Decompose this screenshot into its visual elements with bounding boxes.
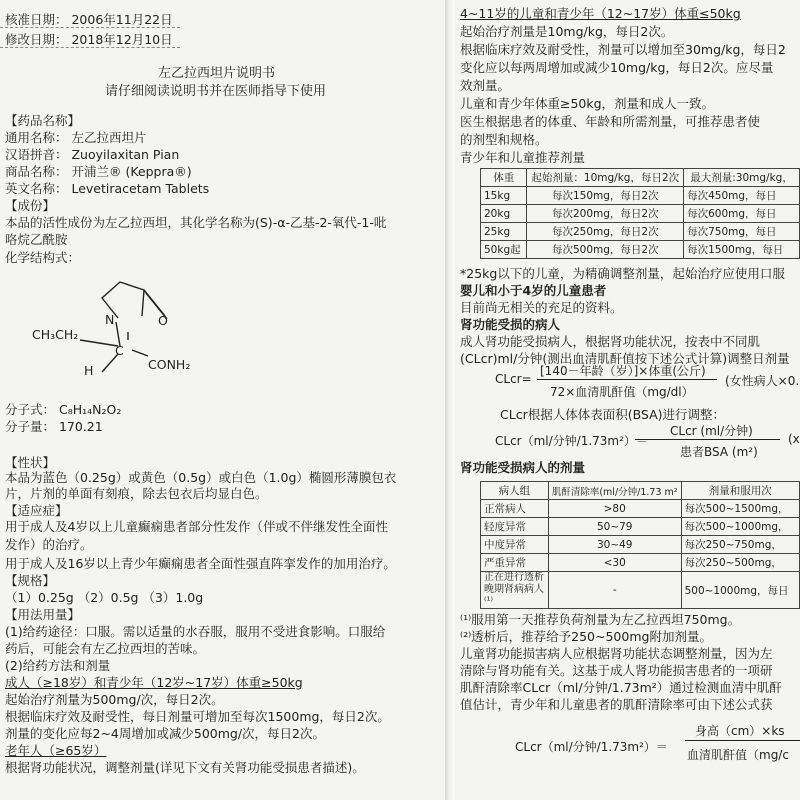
structure-label: 化学结构式：: [5, 250, 81, 265]
table-cell: 15kg: [481, 187, 527, 205]
usage-line-6: 根据临床疗效及耐受性，每日剂量可增加至每次1500mg，每日2次。: [5, 709, 390, 724]
table-header-row: [481, 169, 800, 187]
table-header-cell: 最大剂量:30mg/kg，: [684, 169, 800, 187]
table-cell: 每次450mg，每日: [684, 187, 800, 205]
table-header-cell: 体重: [481, 169, 527, 187]
generic-name: 通用名称： 左乙拉西坦片: [5, 130, 147, 145]
infant-heading: 婴儿和小于4岁的儿童患者: [460, 283, 607, 298]
table-row: [481, 223, 800, 241]
section-heading-composition: 【成份】: [5, 198, 56, 213]
right-column: [455, 0, 800, 800]
usage-line-3: (2)给药方法和剂量: [5, 658, 111, 673]
usage-line-9: 根据肾功能状况，调整剂量(详见下文有关肾功能受损患者描述)。: [5, 760, 365, 775]
structure-ethyl: CH₃CH₂: [32, 327, 79, 342]
molecular-weight: 分子量： 170.21: [5, 419, 103, 434]
formula-lhs: CLcr（ml/分钟/1.73m²）＝: [515, 740, 668, 754]
table-header-cell: 病人组: [481, 482, 549, 500]
table-cell: 每次150mg，每日2次: [527, 187, 684, 205]
composition-line-2: 咯烷乙酰胺: [5, 232, 68, 247]
table-row: [481, 536, 800, 554]
right-line-2: 起始治疗剂量是10mg/kg，每日2次。: [460, 24, 674, 39]
formula-numerator: [140－年龄（岁）]×体重(公斤): [540, 364, 706, 378]
renal-line-1: 成人肾功能受损病人，根据肾功能状况，按表中不同肌: [460, 334, 761, 349]
composition-line-1: 本品的活性成份为左乙拉西坦，其化学名称为(S)-α-乙基-2-氧代-1-吡: [5, 215, 387, 230]
usage-elderly-heading: 老年人（≥65岁）: [5, 743, 107, 758]
bsa-line: CLcr根据人体体表面积(BSA)进行调整：: [500, 407, 726, 422]
formula-numerator: 身高（cm）×ks: [695, 724, 785, 738]
formula-tail: (女性病人×0.: [725, 374, 800, 388]
revise-date: 修改日期： 2018年12月10日: [5, 32, 173, 47]
formula-lhs: CLcr（ml/分钟/1.73m²）＝: [495, 434, 648, 448]
approve-date: 核准日期： 2006年11月22日: [5, 12, 173, 27]
indications-line-3: 用于成人及16岁以上青少年癫痫患者全面性强直阵挛发作的加用治疗。: [5, 556, 396, 571]
table-header-row: [481, 482, 800, 500]
table-header-cell: 起始剂量：10mg/kg，每日2次: [527, 169, 684, 187]
usage-adult-heading: 成人（≥18岁）和青少年（12岁~17岁）体重≥50kg: [5, 675, 303, 690]
pinyin-name: 汉语拼音： Zuoyilaxitan Pian: [5, 147, 180, 162]
usage-line-5: 起始治疗剂量为500mg/次，每日2次。: [5, 692, 224, 707]
table2-title: 肾功能受损病人的剂量: [460, 460, 586, 475]
formula-denominator: 72×血清肌酐值（mg/dl）: [550, 385, 694, 399]
table-cell: 轻度异常: [481, 518, 549, 536]
section-heading-specs: 【规格】: [5, 573, 56, 588]
table-cell: 50~79: [548, 518, 681, 536]
table-row: [481, 518, 800, 536]
formula-lhs: CLcr=: [495, 372, 532, 386]
footnote-1: ⁽¹⁾服用第一天推荐负荷剂量为左乙拉西坦750mg。: [460, 612, 741, 627]
usage-line-7: 剂量的变化应每2~4周增加或减少500mg/次，每日2次。: [5, 726, 326, 741]
infant-text: 目前尚无相关的充足的资料。: [460, 300, 623, 315]
table-cell: 正常病人: [481, 500, 549, 518]
table-cell: 每次500~1000mg，: [681, 518, 799, 536]
section-heading-usage: 【用法用量】: [5, 607, 81, 622]
table-cell: 每次1500mg，每日: [684, 241, 800, 259]
table-cell: 每次750mg，每日: [684, 223, 800, 241]
table-cell: -: [548, 572, 681, 609]
pediatric-renal-line-4: 值估计，青少年和儿童患者的肌酐清除率可由下述公式获: [460, 697, 773, 712]
table-cell: 中度异常: [481, 536, 549, 554]
table-cell: <30: [548, 554, 681, 572]
renal-dose-table: [480, 481, 800, 609]
table-row: [481, 500, 800, 518]
structure-atom-h: H: [84, 363, 94, 378]
table-cell: 正在进行透析晚期肾病病人⁽¹⁾: [481, 572, 549, 609]
table-row: [481, 554, 800, 572]
divider: [0, 47, 180, 48]
table-row: [481, 241, 800, 259]
usage-line-1: (1)给药途径：口服。需以适量的水吞服，服用不受进食影响。口服给: [5, 624, 386, 639]
usage-line-2: 药后，可能会有左乙拉西坦的苦味。: [5, 641, 206, 656]
table1-title: 青少年和儿童推荐剂量: [460, 150, 586, 165]
indications-line-1: 用于成人及4岁以上儿童癫痫患者部分性发作（伴或不伴继发性全面性: [5, 519, 388, 534]
right-line-8: 的剂型和规格。: [460, 132, 548, 147]
table-cell: 30~49: [548, 536, 681, 554]
section-heading-drug-name: 【药品名称】: [5, 113, 81, 128]
properties-line-1: 本品为蓝色（0.25g）或黄色（0.5g）或白色（1.0g）椭圆形薄膜包衣: [5, 470, 397, 485]
pediatric-renal-line-2: 清除与肾功能有关。这基于成人肾功能损害患者的一项研: [460, 663, 773, 678]
table-header-cell: 剂量和服用次: [681, 482, 799, 500]
renal-heading: 肾功能受损的病人: [460, 317, 561, 332]
table-cell: 严重异常: [481, 554, 549, 572]
table-cell: >80: [548, 500, 681, 518]
formula-denominator: 患者BSA (m²): [680, 445, 758, 459]
table-row: [481, 205, 800, 223]
fraction-bar: [537, 379, 717, 380]
molecular-formula: 分子式： C₈H₁₄N₂O₂: [5, 402, 122, 417]
structure-atom-c: C: [115, 343, 124, 358]
doc-title: 左乙拉西坦片说明书: [158, 66, 276, 81]
table-cell: 每次250~750mg，: [681, 536, 799, 554]
table-cell: 每次600mg，每日: [684, 205, 800, 223]
table-cell: 每次200mg，每日2次: [527, 205, 684, 223]
doc-subtitle: 请仔细阅读说明书并在医师指导下使用: [105, 84, 327, 99]
table-cell: 50kg起: [481, 241, 527, 259]
table-header-cell: 肌酐清除率(ml/分钟/1.73 m²: [548, 482, 681, 500]
table-cell: 20kg: [481, 205, 527, 223]
table-cell: 每次250~500mg，: [681, 554, 799, 572]
trade-name: 商品名称： 开浦兰® (Keppra®): [5, 164, 192, 179]
table-cell: 500~1000mg，每日: [681, 572, 799, 609]
pediatric-dose-table: [480, 168, 800, 259]
footnote-2: ⁽²⁾透析后，推荐给予250~500mg附加剂量。: [460, 629, 712, 644]
pediatric-renal-line-1: 儿童肾功能损害病人应根据肾功能状态调整剂量，因为左: [460, 646, 773, 661]
right-line-7: 医生根据患者的体重、年龄和所需剂量，可推荐患者使: [460, 114, 761, 129]
table-row: [481, 572, 800, 609]
english-name: 英文名称： Levetiracetam Tablets: [5, 181, 210, 196]
indications-line-2: 发作）的治疗。: [5, 537, 93, 552]
right-line-4: 变化应以每两周增加或减少10mg/kg，每日2次。应尽量: [460, 60, 774, 75]
divider: [0, 27, 180, 28]
renal-line-2: (CLcr)ml/分钟(测出血清肌酐值按下述公式计算)调整日剂量: [460, 351, 790, 366]
fraction-bar: [635, 439, 780, 440]
section-heading-indications: 【适应症】: [5, 503, 68, 518]
child-dose-heading: 4~11岁的儿童和青少年（12~17岁）体重≤50kg: [460, 6, 741, 21]
right-line-6: 儿童和青少年体重≥50kg，剂量和成人一致。: [460, 96, 715, 111]
table-row: [481, 187, 800, 205]
right-line-3: 根据临床疗效及耐受性，剂量可以增加至30mg/kg，每日2: [460, 42, 786, 57]
properties-line-2: 片，片剂的单面有刻痕，除去包衣后均显白色。: [5, 486, 268, 501]
formula-denominator: 血清肌酐值（mg/c: [687, 748, 789, 762]
page-fold: [445, 0, 455, 800]
formula-tail: (x: [788, 432, 800, 446]
right-line-5: 效剂量。: [460, 78, 511, 93]
pediatric-renal-line-3: 肌酐清除率CLcr（ml/分钟/1.73m²）通过检测血清中肌酐: [460, 680, 782, 695]
structure-atom-o: O: [158, 313, 168, 328]
table1-note: *25kg以下的儿童，为精确调整剂量，起始治疗应使用口服: [460, 266, 785, 281]
table-cell: 每次500~1500mg，: [681, 500, 799, 518]
specs-line: （1）0.25g （2）0.5g （3）1.0g: [5, 590, 204, 605]
fraction-bar: [685, 740, 800, 741]
table-cell: 每次500mg，每日2次: [527, 241, 684, 259]
table-cell: 每次250mg，每日2次: [527, 223, 684, 241]
section-heading-properties: 【性状】: [5, 455, 56, 470]
structure-conh2: CONH₂: [148, 357, 191, 372]
structure-atom-n: N: [105, 312, 115, 327]
formula-numerator: CLcr (ml/分钟): [670, 424, 753, 438]
table-cell: 25kg: [481, 223, 527, 241]
